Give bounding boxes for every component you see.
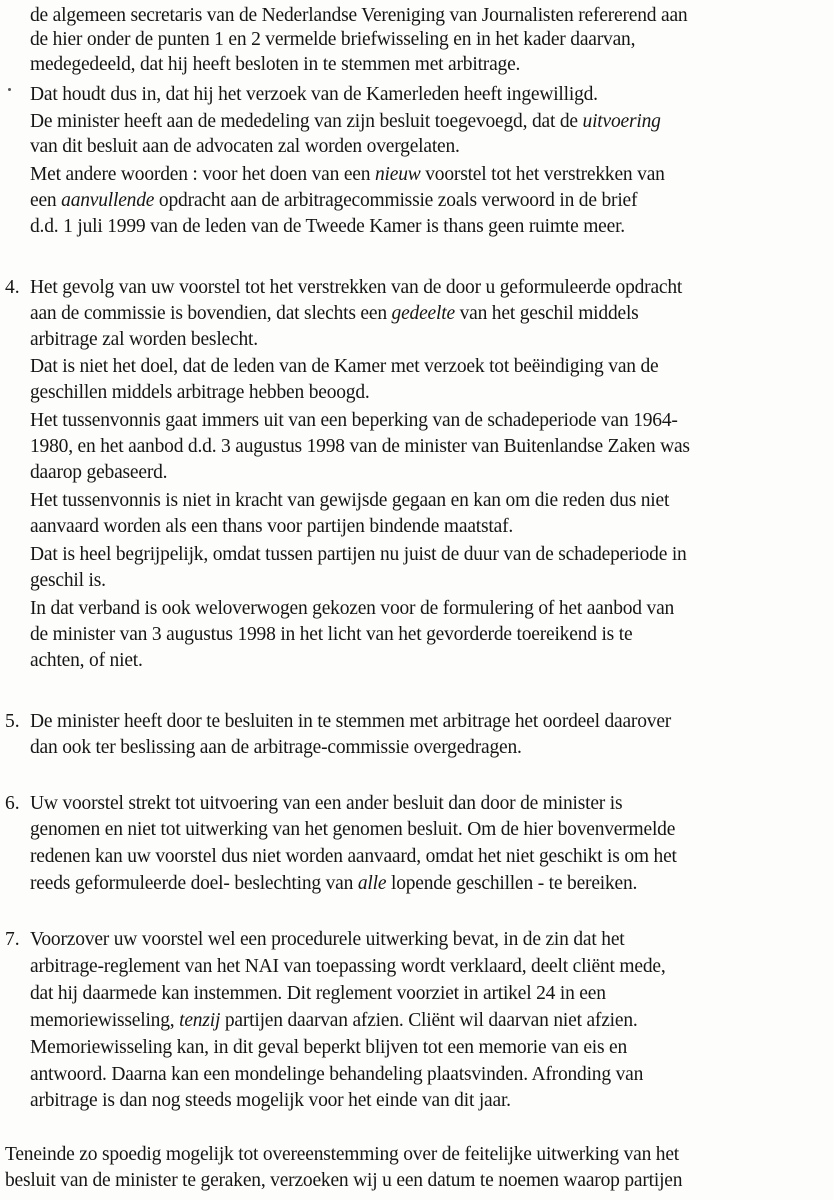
item-7-line-4 bbox=[30, 1009, 638, 1033]
item-4-line-8: daarop gebaseerd. bbox=[30, 462, 168, 483]
intro-line-2: de hier onder de punten 1 en 2 vermelde briefwisseling en in het kader daarvan, bbox=[30, 29, 636, 50]
emphasis-alle: alle bbox=[357, 873, 387, 894]
item-6-line-4 bbox=[30, 872, 637, 896]
intro-line-7-rest: voorstel tot het verstrekken van bbox=[420, 164, 665, 185]
item-4-line-11: Dat is heel begrijpelijk, omdat tussen partijen nu juist de duur van de schadeperiode in bbox=[30, 544, 687, 565]
intro-line-9: d.d. 1 juli 1999 van de leden van de Tweede Kamer is thans geen ruimte meer. bbox=[30, 216, 625, 237]
item-7-line-4-text: memoriewisseling, bbox=[30, 1010, 180, 1031]
item-6-line-4-text: reeds geformuleerde doel- beslechting van bbox=[30, 873, 358, 894]
intro-line-1: de algemeen secretaris van de Nederlandse Vereniging van Journalisten refererend aan bbox=[30, 5, 688, 26]
item-4-line-7: 1980, en het aanbod d.d. 3 augustus 1998 van de minister van Buitenlandse Zaken was bbox=[30, 436, 690, 457]
item-4-line-12: geschil is. bbox=[30, 570, 106, 591]
intro-line-5 bbox=[30, 110, 661, 134]
item-4-line-14: de minister van 3 augustus 1998 in het licht van het gevorderde toereikend is te bbox=[30, 624, 633, 645]
emphasis-gedeelte: gedeelte bbox=[391, 303, 455, 324]
intro-line-3: medegedeeld, dat hij heeft besloten in te stemmen met arbitrage. bbox=[30, 54, 521, 75]
item-7-line-3: dat hij daarmede kan instemmen. Dit reglement voorziet in artikel 24 in een bbox=[30, 983, 606, 1004]
intro-line-4: Dat houdt dus in, dat hij het verzoek van de Kamerleden heeft ingewilligd. bbox=[30, 84, 598, 105]
item-5-line-2: dan ook ter beslissing aan de arbitrage-commissie overgedragen. bbox=[30, 737, 522, 758]
item-4-line-15: achten, of niet. bbox=[30, 650, 143, 671]
item-4-line-1: Het gevolg van uw voorstel tot het verstrekken van de door u geformuleerde opdracht bbox=[30, 277, 683, 298]
item-6-line-2: genomen en niet tot uitwerking van het genomen besluit. Om de hier bovenvermelde bbox=[30, 819, 676, 840]
item-6-line-1: Uw voorstel strekt tot uitvoering van een ander besluit dan door de minister is bbox=[30, 793, 623, 814]
item-5-number: 5. bbox=[5, 711, 20, 732]
item-4-line-2 bbox=[30, 302, 639, 326]
item-4-line-5: geschillen middels arbitrage hebben beoogd. bbox=[30, 382, 370, 403]
intro-line-8-text: een bbox=[30, 190, 62, 211]
intro-line-6: van dit besluit aan de advocaten zal worden overgelaten. bbox=[30, 136, 460, 157]
item-4-line-2-rest: van het geschil middels bbox=[454, 303, 639, 324]
item-4-number: 4. bbox=[5, 277, 20, 298]
item-4-line-3: arbitrage zal worden beslecht. bbox=[30, 329, 258, 350]
item-7-line-4-rest: partijen daarvan afzien. Cliënt wil daarvan niet afzien. bbox=[220, 1010, 638, 1031]
intro-line-7-text: Met andere woorden : voor het doen van een bbox=[30, 164, 375, 185]
intro-line-8-rest: opdracht aan de arbitragecommissie zoals verwoord in de brief bbox=[154, 190, 638, 211]
item-4-line-10: aanvaard worden als een thans voor partijen bindende maatstaf. bbox=[30, 516, 514, 537]
emphasis-tenzij: tenzij bbox=[179, 1010, 221, 1031]
item-4-line-9: Het tussenvonnis is niet in kracht van gewijsde gegaan en kan om die reden dus niet bbox=[30, 490, 670, 511]
item-6-number: 6. bbox=[5, 793, 20, 814]
item-4-line-6: Het tussenvonnis gaat immers uit van een beperking van de schadeperiode van 1964- bbox=[30, 410, 678, 431]
item-6-line-4-rest: lopende geschillen - te bereiken. bbox=[386, 873, 638, 894]
intro-line-8 bbox=[30, 189, 637, 213]
intro-line-5-text: De minister heeft aan de mededeling van zijn besluit toegevoegd, dat de bbox=[30, 111, 583, 132]
emphasis-uitvoering: uitvoering bbox=[582, 111, 661, 132]
scan-speck bbox=[8, 88, 11, 91]
emphasis-aanvullende: aanvullende bbox=[61, 190, 155, 211]
item-4-line-2-text: aan de commissie is bovendien, dat slechts een bbox=[30, 303, 392, 324]
item-7-line-6: antwoord. Daarna kan een mondelinge behandeling plaatsvinden. Afronding van bbox=[30, 1064, 644, 1085]
emphasis-nieuw: nieuw bbox=[374, 164, 421, 185]
closing-line-2: besluit van de minister te geraken, verzoeken wij u een datum te noemen waarop partijen bbox=[5, 1170, 683, 1191]
intro-line-7 bbox=[30, 163, 665, 187]
item-6-line-3: redenen kan uw voorstel dus niet worden aanvaard, omdat het niet geschikt is om het bbox=[30, 846, 677, 867]
closing-line-1: Teneinde zo spoedig mogelijk tot overeenstemming over de feitelijke uitwerking van het bbox=[5, 1144, 680, 1165]
item-7-line-5: Memoriewisseling kan, in dit geval beperkt blijven tot een memorie van eis en bbox=[30, 1037, 628, 1058]
item-4-line-13: In dat verband is ook weloverwogen gekozen voor de formulering of het aanbod van bbox=[30, 598, 675, 619]
item-5-line-1: De minister heeft door te besluiten in te stemmen met arbitrage het oordeel daarover bbox=[30, 711, 672, 732]
item-7-line-2: arbitrage-reglement van het NAI van toepassing wordt verklaard, deelt cliënt mede, bbox=[30, 956, 666, 977]
item-4-line-4: Dat is niet het doel, dat de leden van de Kamer met verzoek tot beëindiging van de bbox=[30, 356, 659, 377]
item-7-line-7: arbitrage is dan nog steeds mogelijk voor het einde van dit jaar. bbox=[30, 1090, 511, 1111]
item-7-number: 7. bbox=[5, 929, 20, 950]
item-7-line-1: Voorzover uw voorstel wel een procedurele uitwerking bevat, in de zin dat het bbox=[30, 929, 625, 950]
